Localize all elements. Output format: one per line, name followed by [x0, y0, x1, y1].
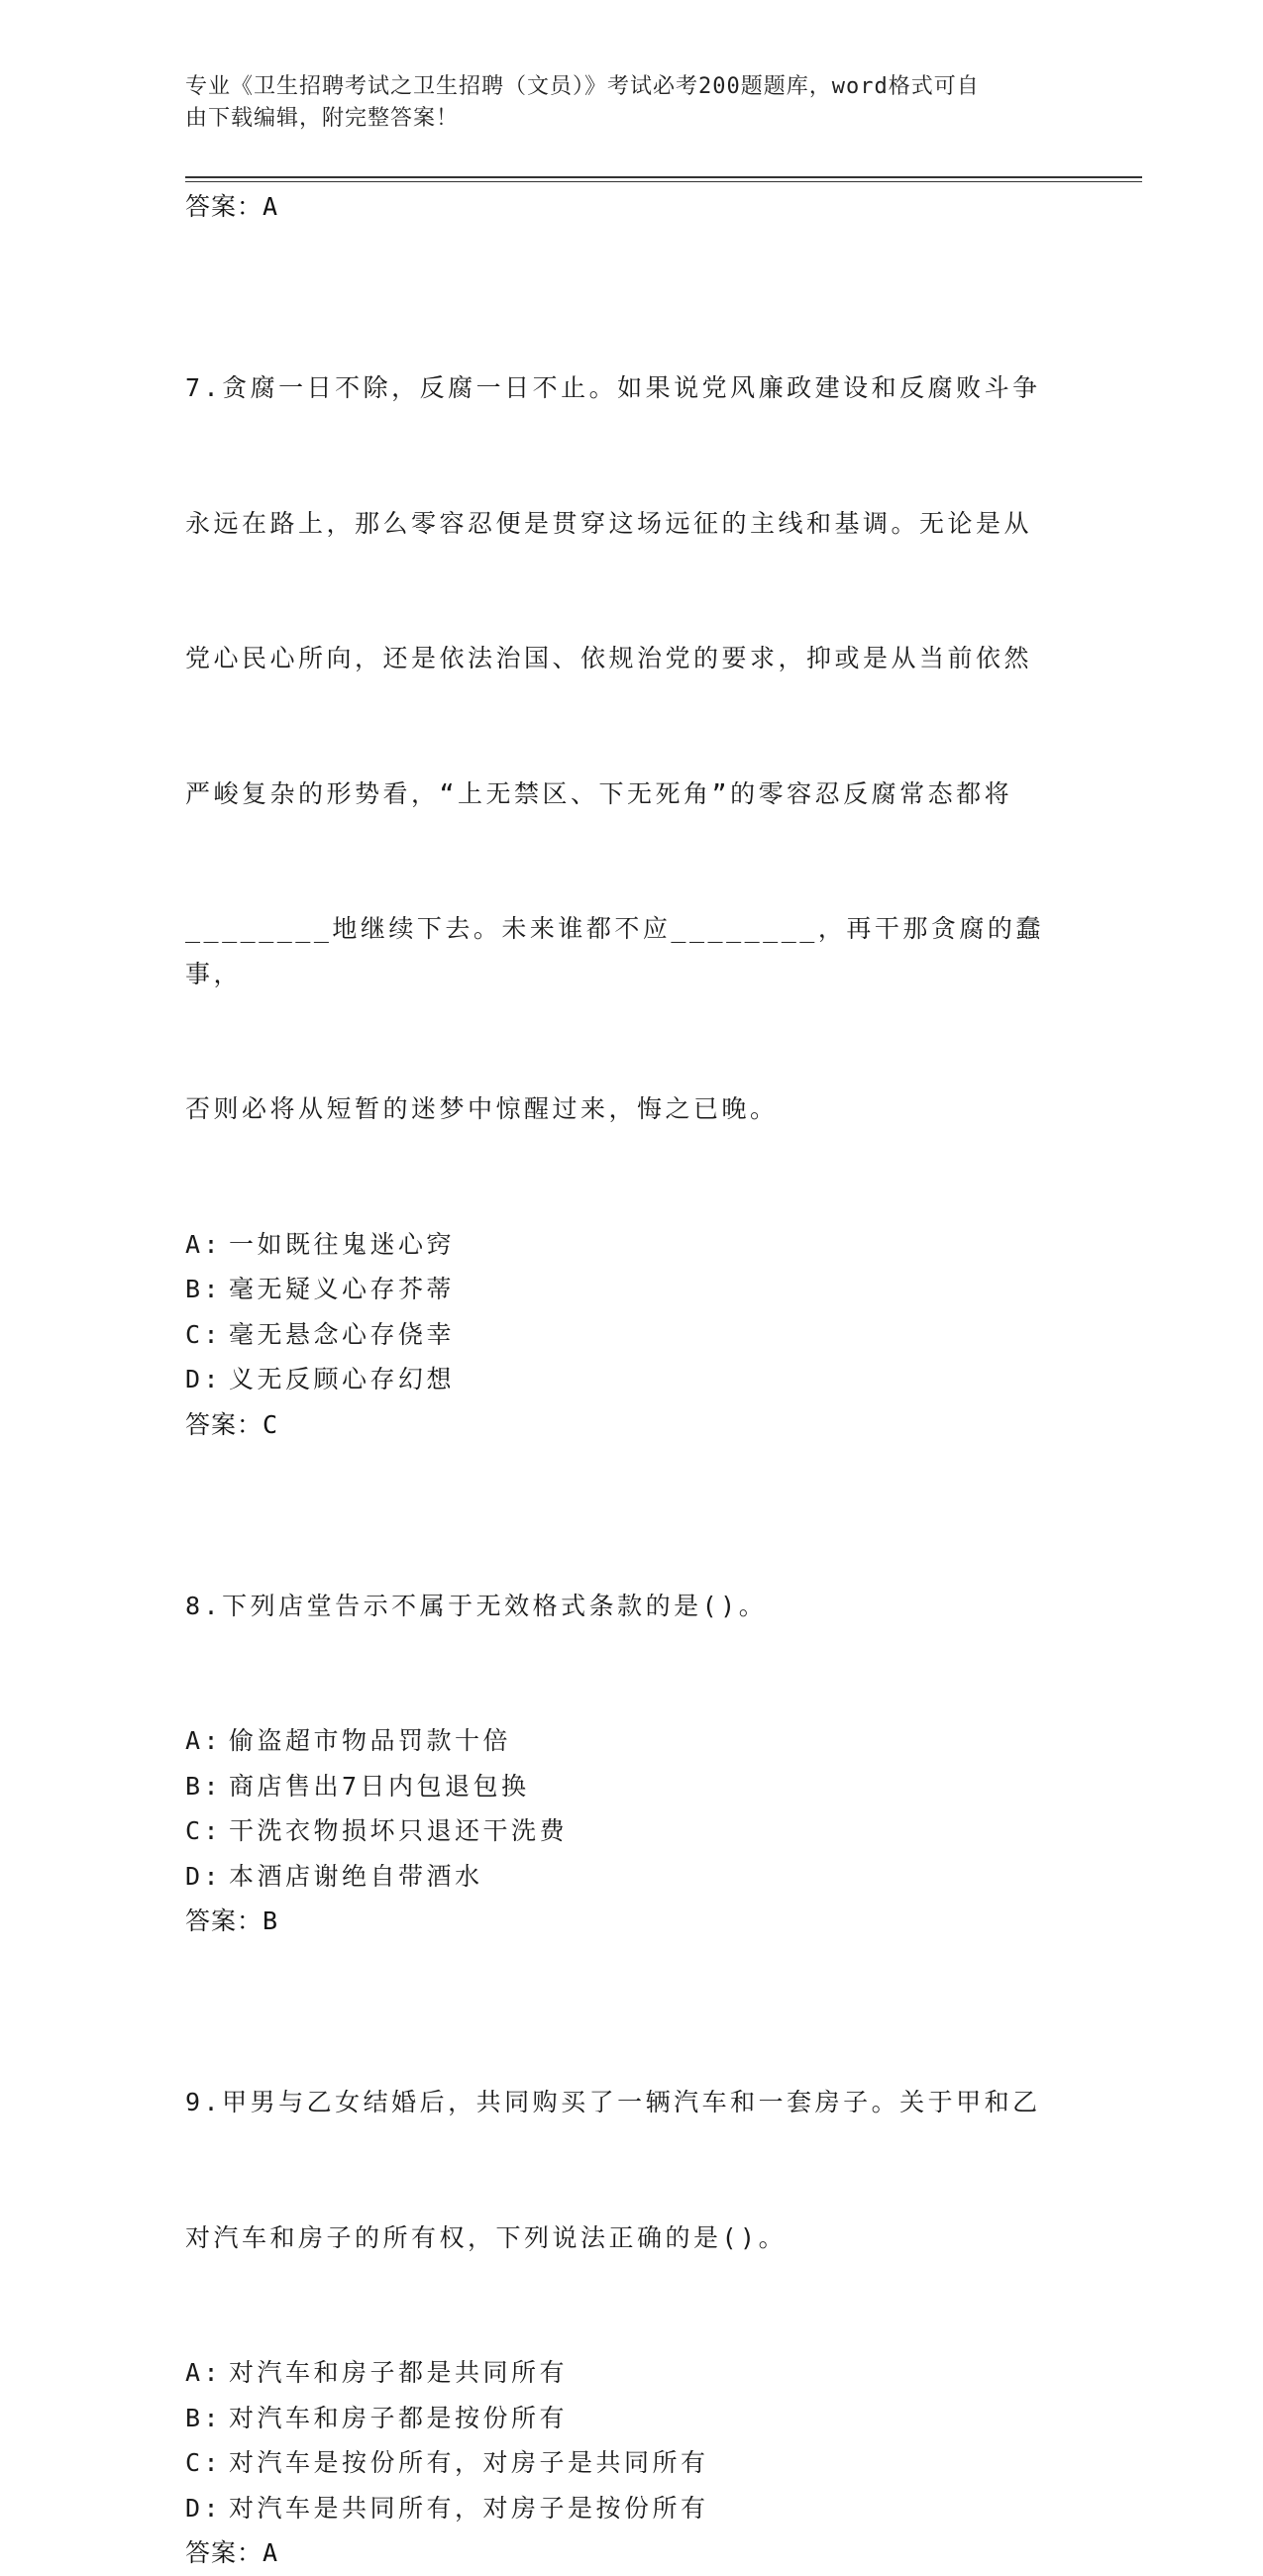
- answer-line: [185, 184, 1057, 230]
- option-text: 一如既往鬼迷心窍: [229, 1229, 456, 1259]
- stem-line: 8.下列店堂告示不属于无效格式条款的是()。: [185, 1591, 768, 1620]
- option-letter: A:: [185, 2358, 223, 2387]
- option-letter: B:: [185, 1275, 223, 1303]
- question-block: [185, 1494, 1057, 1945]
- header-title-line-2: 由下载编辑，附完整答案！: [185, 106, 460, 131]
- option-a: [185, 2350, 1057, 2396]
- option-text: 对汽车是共同所有，对房子是按份所有: [229, 2493, 709, 2523]
- answer-label: 答案：: [185, 1906, 263, 1935]
- answer-label: 答案：: [185, 2538, 263, 2567]
- spacer: [185, 1448, 1057, 1494]
- option-text: 偷盗超市物品罚款十倍: [229, 1726, 512, 1755]
- option-a: [185, 1718, 1057, 1764]
- header-rule-thin: [185, 181, 1142, 182]
- header-title-line-1: 专业《卫生招聘考试之卫生招聘（文员）》考试必考200题题库，word格式可自: [185, 74, 980, 99]
- option-letter: D:: [185, 2493, 223, 2523]
- question-stem: [185, 1990, 1057, 2350]
- question-block: [185, 275, 1057, 1448]
- option-text: 对汽车是按份所有，对房子是共同所有: [229, 2448, 709, 2477]
- answer-label: 答案：: [185, 192, 263, 221]
- answer-line: [185, 2530, 1057, 2576]
- option-letter: D:: [185, 1861, 223, 1891]
- spacer: [185, 230, 1057, 275]
- answer-line: [185, 1899, 1057, 1944]
- stem-line: 永远在路上，那么零容忍便是贯穿这场远征的主线和基调。无论是从: [185, 508, 1033, 538]
- option-letter: B:: [185, 1771, 223, 1801]
- option-c: [185, 1312, 1057, 1358]
- answer-value: B: [263, 1906, 279, 1935]
- option-text: 对汽车和房子都是按份所有: [229, 2403, 569, 2432]
- option-letter: C:: [185, 1319, 223, 1349]
- option-letter: C:: [185, 2448, 223, 2477]
- option-b: [185, 2396, 1057, 2441]
- answer-value: C: [263, 1409, 279, 1439]
- answer-line: [185, 1402, 1057, 1448]
- answer-label: 答案：: [185, 1409, 263, 1439]
- option-letter: A:: [185, 1726, 223, 1755]
- option-letter: D:: [185, 1365, 223, 1393]
- stem-line: 否则必将从短暂的迷梦中惊醒过来，悔之已晚。: [185, 1094, 779, 1123]
- option-letter: A:: [185, 1229, 223, 1259]
- question-block: [185, 1990, 1057, 2576]
- option-d: [185, 2486, 1057, 2531]
- question-stem: [185, 1494, 1057, 1719]
- stem-line: 严峻复杂的形势看，“上无禁区、下无死角”的零容忍反腐常态都将: [185, 778, 1013, 808]
- question-stem: [185, 275, 1057, 1222]
- option-text: 毫无悬念心存侥幸: [229, 1319, 456, 1349]
- option-text: 商店售出7日内包退包换: [229, 1771, 530, 1801]
- stem-line: 党心民心所向，还是依法治国、依规治党的要求，抑或是从当前依然: [185, 644, 1033, 672]
- option-text: 毫无疑义心存芥蒂: [229, 1275, 456, 1303]
- option-d: [185, 1357, 1057, 1402]
- option-b: [185, 1764, 1057, 1809]
- option-a: [185, 1222, 1057, 1268]
- option-text: 干洗衣物损坏只退还干洗费: [229, 1816, 569, 1845]
- stem-line: ________地继续下去。未来谁都不应________，再干那贪腐的蠢事，: [185, 914, 1044, 988]
- stem-line: 对汽车和房子的所有权，下列说法正确的是()。: [185, 2222, 788, 2252]
- stem-line: 7.贪腐一日不除，反腐一日不止。如果说党风廉政建设和反腐败斗争: [185, 373, 1041, 402]
- option-text: 义无反顾心存幻想: [229, 1365, 456, 1393]
- option-c: [185, 2440, 1057, 2486]
- option-text: 对汽车和房子都是共同所有: [229, 2358, 569, 2387]
- option-c: [185, 1808, 1057, 1854]
- spacer: [185, 1944, 1057, 1990]
- answer-value: A: [263, 2538, 279, 2567]
- option-b: [185, 1267, 1057, 1312]
- document-header: [185, 71, 1077, 135]
- document-body: [185, 184, 1057, 2576]
- stem-line: 9.甲男与乙女结婚后，共同购买了一辆汽车和一套房子。关于甲和乙: [185, 2088, 1041, 2116]
- option-letter: B:: [185, 2403, 223, 2432]
- option-text: 本酒店谢绝自带酒水: [229, 1861, 483, 1891]
- option-letter: C:: [185, 1816, 223, 1845]
- option-d: [185, 1854, 1057, 1900]
- header-rule-thick: [185, 176, 1142, 178]
- answer-value: A: [263, 192, 279, 221]
